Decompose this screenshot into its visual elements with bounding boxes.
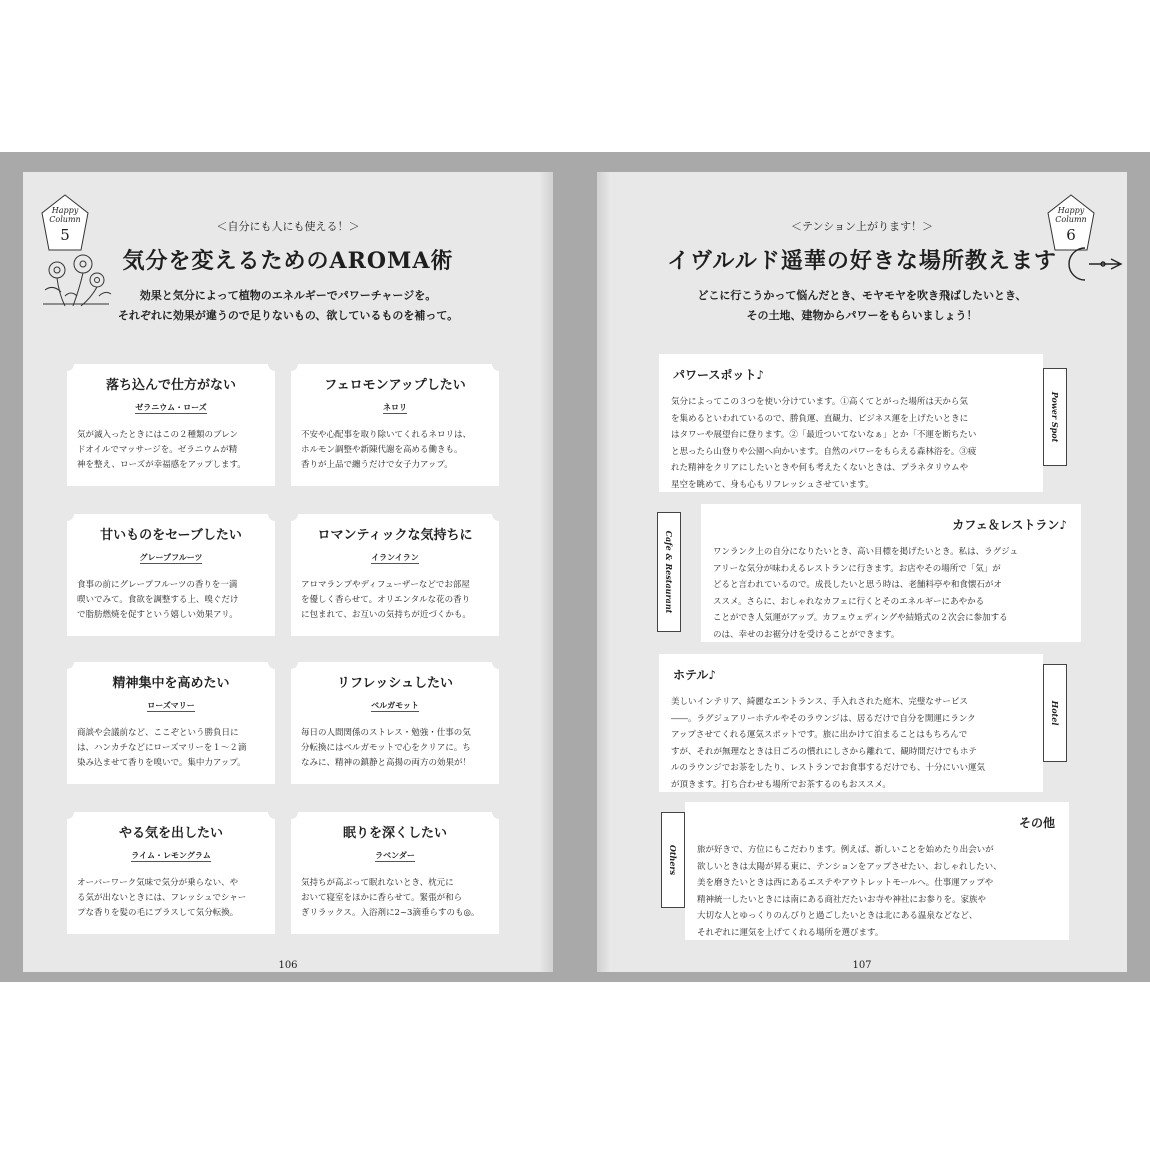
section-tab: Power Spot [1043,368,1067,466]
aroma-card [291,364,499,486]
section-heading: その他 [1018,816,1055,830]
section-heading: ホテル♪ [673,668,717,682]
badge-happy: Happy [1057,206,1085,215]
card-body: 商談や会議前など、ここぞという勝負日に は、ハンカチなどにローズマリーを１～２滴 染み込ませて香りを嗅いで。集中力アップ。 [77,728,247,768]
card-body: アロマランプやディフューザーなどでお部屋 を優しく香らせて。オリエンタルな花の香り に包まれて、お互いの気持ちが近づくかも。 [301,580,471,620]
info-section [659,354,1043,492]
card-heading: 落ち込んで仕方がない [105,378,236,393]
badge-column: Column [49,215,81,224]
aroma-card [291,812,499,934]
card-oil-name: ゼラニウム・ローズ [135,402,207,412]
right-page [597,172,1127,972]
card-oil-name: ベルガモット [371,700,419,710]
card-body: 気持ちが高ぶって眠れないとき、枕元に おいて寝室をほかに香らせて。緊張が和ら ぎリラックス。入浴剤に2~3滴垂らすのも◎。 [301,878,480,918]
page-title: イヴルルド遥華の好きな場所教えます [667,248,1057,274]
page-title: 気分を変えるためのAROMA術 [122,248,454,274]
card-heading: ロマンティックな気持ちに [317,528,473,543]
card-oil-name: ローズマリー [147,700,195,710]
card-heading: 甘いものをセーブしたい [100,528,242,543]
lead-line: それぞれに効果が違うので足りないもの、欲しているものを補って。 [117,309,459,322]
page-number: 106 [278,960,298,971]
section-tab: Cafe & Restaurant [657,512,681,632]
card-body: 不安や心配事を取り除いてくれるネロリは、 ホルモン調整や新陳代謝を高める働きも。 香りが上品で纏うだけで女子力アップ。 [301,430,472,470]
section-heading: パワースポット♪ [673,368,765,382]
left-page [23,172,553,972]
card-oil-name: ラベンダー [375,850,415,860]
card-oil-name: ネロリ [383,402,407,412]
badge-number: 5 [60,226,70,244]
card-heading: 眠りを深くしたい [342,826,447,841]
card-body: 食事の前にグレープフルーツの香りを一満 喫いでみて。食欲を調整する上、嗅ぐだけ で脂肪燃焼を促すという嬉しい効果アリ。 [77,580,239,620]
card-oil-name: グレープフルーツ [139,552,203,562]
card-oil-name: ライム・レモングラム [131,850,211,860]
info-section [659,654,1043,792]
card-body: 毎日の人間関係のストレス・勉強・仕事の気 分転換にはベルガモットで心をクリアに。ち なみに、精神の鎮静と高揚の両方の効果が！ [301,728,472,768]
section-body: ワンランク上の自分になりたいとき、高い目標を掲げたいとき。私は、ラグジュ アリーな気分が味わえるレストランに行きます。お店やその場所で「気」が どると言われているので。成長したいと思う時は、老舗料亭や和食懐石がオ ススメ。さらに、おしゃれなカフェに行くとそのエネルギーにあやかる ことができ人気運がアップ。カフェウェディングや結婚式の２次会に参加する のは、幸せのお裾分けを受けることができます。 [713,547,1018,640]
aroma-card [67,364,275,486]
lead-line: どこに行こうかって悩んだとき、モヤモヤを吹き飛ばしたいとき、 [697,289,1027,302]
badge-happy: Happy [51,206,79,215]
aroma-card [291,662,499,784]
badge-number: 6 [1066,226,1076,244]
card-heading: フェロモンアップしたい [324,378,466,393]
section-heading: カフェ＆レストラン♪ [952,518,1067,532]
page-number: 107 [852,960,872,971]
section-tab: Hotel [1043,664,1067,762]
page-lead [23,286,553,326]
card-heading: やる気を出したい [118,826,223,841]
page-lead [597,286,1127,326]
card-oil-name: イランイラン [371,552,419,562]
card-body: 気が滅入ったときにはこの２種類のブレン ドオイルでマッサージを。ゼラニウムが精 神を整え、ローズが幸福感をアップします。 [77,430,246,470]
info-section [685,802,1069,940]
section-body: 美しいインテリア、綺麗なエントランス、手入れされた庭木、完璧なサービス ――。ラグジュアリーホテルやそのラウンジは、居るだけで自分を開運にランク アップさせてくれる運気スポットです。旅に出かけて泊まることはもちろんで すが、それが無理なときは日ごろの慣れにしさから離れて、観時間だけでもホテ ルのラウンジでお茶をしたり、レストランでお食事するだけでも、十分にいい運気 が頂きます。打ち合わせも場所でお茶するのもおススメ。 [671,697,986,790]
aroma-card [67,662,275,784]
info-section [701,504,1081,642]
badge-column: Column [1055,215,1087,224]
lead-line: その土地、建物からパワーをもらいましょう！ [746,309,978,322]
page-subtitle: ＜テンション上がります！＞ [791,220,933,233]
section-body: 旅が好きで、方位にもこだわります。例えば、新しいことを始めたり出会いが 欲しいときは太陽が昇る東に、テンションをアップさせたい、おしゃれしたい、 美を磨きたいときは西にあるエステやアウトレットモールへ。仕事運アップや 精神統一したいときには南にある商社だたいお寺や神社にお参りを。家族や 大切な人とゆっくりのんびりと過ごしたいときは北にある温泉などなど、 それぞれに運気を上げてくれる場所を選びます。 [697,845,1002,938]
lead-line: 効果と気分によって植物のエネルギーでパワーチャージを。 [139,289,437,302]
card-heading: 精神集中を高めたい [112,676,230,691]
aroma-card [291,514,499,636]
section-body: 気分によってこの３つを使い分けています。①高くてとがった場所は天から気 を集めるといわれているので、勝負運、直観力、ビジネス運を上げたいときに はタワーや展望台に登ります。②「最近ついてないなぁ」とか「不運を断ちたい と思ったら山登りや公園へ向かいます。自然のパワーをもらえる森林浴を。③疲 れた精神をクリアにしたいときや何も考えたくないときは、プラネタリウムや 星空を眺めて、身も心もリフレッシュさせています。 [671,397,977,490]
card-heading: リフレッシュしたい [336,676,454,691]
section-tab: Others [661,812,685,908]
card-body: オーバーワーク気味で気分が乗らない、や る気が出ないときには、フレッシュでシャー プな香りを髪の毛にプラスして気分転換。 [77,878,247,918]
aroma-card [67,812,275,934]
aroma-card [67,514,275,636]
page-subtitle: ＜自分にも人にも使える！＞ [216,220,360,233]
